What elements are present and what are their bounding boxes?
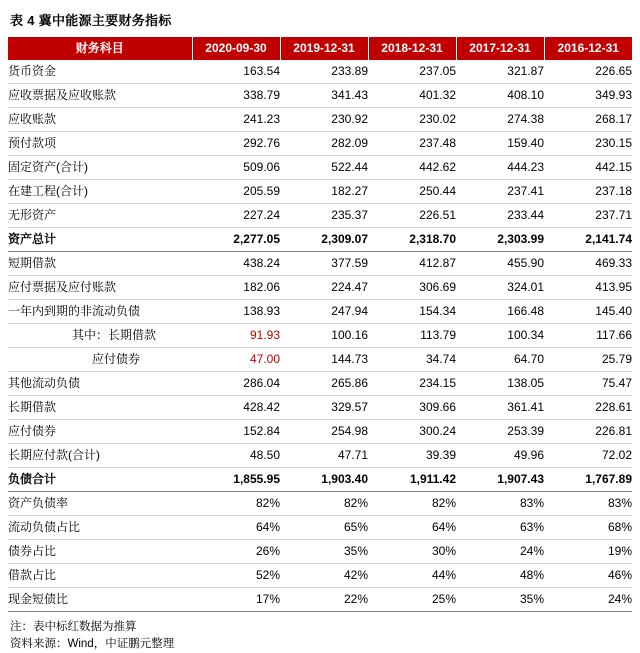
row-value: 286.04 (192, 372, 280, 396)
row-value: 438.24 (192, 252, 280, 276)
row-value: 412.87 (368, 252, 456, 276)
table-header (8, 37, 632, 60)
row-label: 长期应付款(合计) (8, 444, 192, 468)
table-row (8, 252, 632, 276)
table-row (8, 204, 632, 228)
row-label: 现金短债比 (8, 588, 192, 612)
financial-indicators-table (8, 37, 632, 612)
table-row (8, 108, 632, 132)
table-row (8, 324, 632, 348)
row-value: 241.23 (192, 108, 280, 132)
row-label: 负债合计 (8, 468, 192, 492)
row-value: 2,141.74 (544, 228, 632, 252)
row-value: 113.79 (368, 324, 456, 348)
row-value: 182.27 (280, 180, 368, 204)
row-value: 253.39 (456, 420, 544, 444)
row-value: 46% (544, 564, 632, 588)
row-value: 522.44 (280, 156, 368, 180)
table-header-row (8, 37, 632, 60)
table-row (8, 300, 632, 324)
row-value: 138.93 (192, 300, 280, 324)
row-value: 19% (544, 540, 632, 564)
row-value: 233.89 (280, 60, 368, 84)
column-header-2016-12-31: 2016-12-31 (544, 37, 632, 60)
row-label: 资产负债率 (8, 492, 192, 516)
row-value: 72.02 (544, 444, 632, 468)
row-value: 82% (192, 492, 280, 516)
row-value: 268.17 (544, 108, 632, 132)
row-value: 237.41 (456, 180, 544, 204)
row-value: 144.73 (280, 348, 368, 372)
row-value: 254.98 (280, 420, 368, 444)
row-value: 91.93 (192, 324, 280, 348)
row-value: 274.38 (456, 108, 544, 132)
row-value: 64.70 (456, 348, 544, 372)
table-row (8, 372, 632, 396)
table-row (8, 276, 632, 300)
row-value: 2,309.07 (280, 228, 368, 252)
row-value: 47.71 (280, 444, 368, 468)
row-value: 47.00 (192, 348, 280, 372)
row-label: 应付票据及应付账款 (8, 276, 192, 300)
row-value: 65% (280, 516, 368, 540)
table-row (8, 468, 632, 492)
table-row (8, 156, 632, 180)
row-value: 233.44 (456, 204, 544, 228)
row-label: 无形资产 (8, 204, 192, 228)
row-value: 24% (544, 588, 632, 612)
row-value: 2,303.99 (456, 228, 544, 252)
row-value: 226.81 (544, 420, 632, 444)
row-value: 1,767.89 (544, 468, 632, 492)
row-value: 34.74 (368, 348, 456, 372)
column-header-2019-12-31: 2019-12-31 (280, 37, 368, 60)
row-value: 338.79 (192, 84, 280, 108)
row-value: 401.32 (368, 84, 456, 108)
note-source: 资料来源：Wind，中证鹏元整理 (10, 638, 175, 650)
row-value: 226.51 (368, 204, 456, 228)
row-value: 68% (544, 516, 632, 540)
row-value: 300.24 (368, 420, 456, 444)
row-value: 237.48 (368, 132, 456, 156)
row-value: 82% (368, 492, 456, 516)
row-value: 138.05 (456, 372, 544, 396)
row-value: 35% (456, 588, 544, 612)
row-value: 230.15 (544, 132, 632, 156)
row-value: 230.92 (280, 108, 368, 132)
row-value: 25% (368, 588, 456, 612)
row-value: 469.33 (544, 252, 632, 276)
row-value: 83% (456, 492, 544, 516)
row-value: 42% (280, 564, 368, 588)
row-label: 应收账款 (8, 108, 192, 132)
row-value: 224.47 (280, 276, 368, 300)
table-body (8, 60, 632, 612)
row-value: 75.47 (544, 372, 632, 396)
row-value: 30% (368, 540, 456, 564)
row-label: 一年内到期的非流动负债 (8, 300, 192, 324)
row-value: 324.01 (456, 276, 544, 300)
row-label: 长期借款 (8, 396, 192, 420)
row-value: 230.02 (368, 108, 456, 132)
notes-block (8, 619, 632, 653)
row-value: 145.40 (544, 300, 632, 324)
row-label: 借款占比 (8, 564, 192, 588)
row-label: 资产总计 (8, 228, 192, 252)
row-value: 22% (280, 588, 368, 612)
table-row (8, 132, 632, 156)
row-value: 1,855.95 (192, 468, 280, 492)
row-value: 35% (280, 540, 368, 564)
row-value: 48% (456, 564, 544, 588)
table-row (8, 396, 632, 420)
row-value: 234.15 (368, 372, 456, 396)
row-value: 341.43 (280, 84, 368, 108)
table-row (8, 84, 632, 108)
row-value: 63% (456, 516, 544, 540)
row-value: 25.79 (544, 348, 632, 372)
row-value: 265.86 (280, 372, 368, 396)
row-value: 455.90 (456, 252, 544, 276)
row-value: 1,907.43 (456, 468, 544, 492)
row-value: 509.06 (192, 156, 280, 180)
table-row (8, 60, 632, 84)
table-row (8, 540, 632, 564)
table-row (8, 564, 632, 588)
row-value: 205.59 (192, 180, 280, 204)
row-value: 166.48 (456, 300, 544, 324)
row-value: 444.23 (456, 156, 544, 180)
row-value: 361.41 (456, 396, 544, 420)
row-label: 其中：长期借款 (8, 324, 192, 348)
row-label: 应付债券 (8, 348, 192, 372)
row-value: 329.57 (280, 396, 368, 420)
row-value: 321.87 (456, 60, 544, 84)
page-title: 表 4 冀中能源主要财务指标 (10, 13, 172, 28)
table-row (8, 348, 632, 372)
row-label: 应付债券 (8, 420, 192, 444)
row-value: 17% (192, 588, 280, 612)
table-row (8, 420, 632, 444)
row-value: 49.96 (456, 444, 544, 468)
row-value: 2,277.05 (192, 228, 280, 252)
row-value: 152.84 (192, 420, 280, 444)
column-header-2020-09-30: 2020-09-30 (192, 37, 280, 60)
row-value: 408.10 (456, 84, 544, 108)
row-value: 247.94 (280, 300, 368, 324)
row-label: 其他流动负债 (8, 372, 192, 396)
table-row (8, 588, 632, 612)
table-row (8, 444, 632, 468)
row-label: 在建工程(合计) (8, 180, 192, 204)
row-value: 428.42 (192, 396, 280, 420)
table-row (8, 228, 632, 252)
row-label: 短期借款 (8, 252, 192, 276)
row-value: 1,903.40 (280, 468, 368, 492)
row-value: 228.61 (544, 396, 632, 420)
row-value: 226.65 (544, 60, 632, 84)
row-value: 1,911.42 (368, 468, 456, 492)
row-value: 117.66 (544, 324, 632, 348)
row-value: 24% (456, 540, 544, 564)
row-value: 413.95 (544, 276, 632, 300)
column-header-2018-12-31: 2018-12-31 (368, 37, 456, 60)
table-row (8, 516, 632, 540)
row-value: 442.62 (368, 156, 456, 180)
row-value: 100.34 (456, 324, 544, 348)
row-value: 154.34 (368, 300, 456, 324)
table-row (8, 180, 632, 204)
row-value: 292.76 (192, 132, 280, 156)
column-header-item: 财务科目 (8, 37, 192, 60)
row-value: 237.05 (368, 60, 456, 84)
row-label: 预付款项 (8, 132, 192, 156)
row-value: 159.40 (456, 132, 544, 156)
row-value: 377.59 (280, 252, 368, 276)
row-value: 82% (280, 492, 368, 516)
note-red-data: 注：表中标红数据为推算 (10, 621, 137, 633)
row-value: 349.93 (544, 84, 632, 108)
row-value: 39.39 (368, 444, 456, 468)
row-value: 282.09 (280, 132, 368, 156)
row-value: 48.50 (192, 444, 280, 468)
row-value: 26% (192, 540, 280, 564)
row-value: 237.71 (544, 204, 632, 228)
row-value: 52% (192, 564, 280, 588)
row-value: 64% (192, 516, 280, 540)
row-value: 250.44 (368, 180, 456, 204)
row-value: 64% (368, 516, 456, 540)
row-value: 235.37 (280, 204, 368, 228)
row-value: 44% (368, 564, 456, 588)
row-value: 2,318.70 (368, 228, 456, 252)
row-value: 237.18 (544, 180, 632, 204)
row-value: 306.69 (368, 276, 456, 300)
row-label: 货币资金 (8, 60, 192, 84)
row-label: 债券占比 (8, 540, 192, 564)
row-value: 83% (544, 492, 632, 516)
column-header-2017-12-31: 2017-12-31 (456, 37, 544, 60)
row-label: 应收票据及应收账款 (8, 84, 192, 108)
row-label: 固定资产(合计) (8, 156, 192, 180)
table-row (8, 492, 632, 516)
row-value: 100.16 (280, 324, 368, 348)
row-label: 流动负债占比 (8, 516, 192, 540)
row-value: 163.54 (192, 60, 280, 84)
row-value: 182.06 (192, 276, 280, 300)
row-value: 309.66 (368, 396, 456, 420)
row-value: 442.15 (544, 156, 632, 180)
row-value: 227.24 (192, 204, 280, 228)
